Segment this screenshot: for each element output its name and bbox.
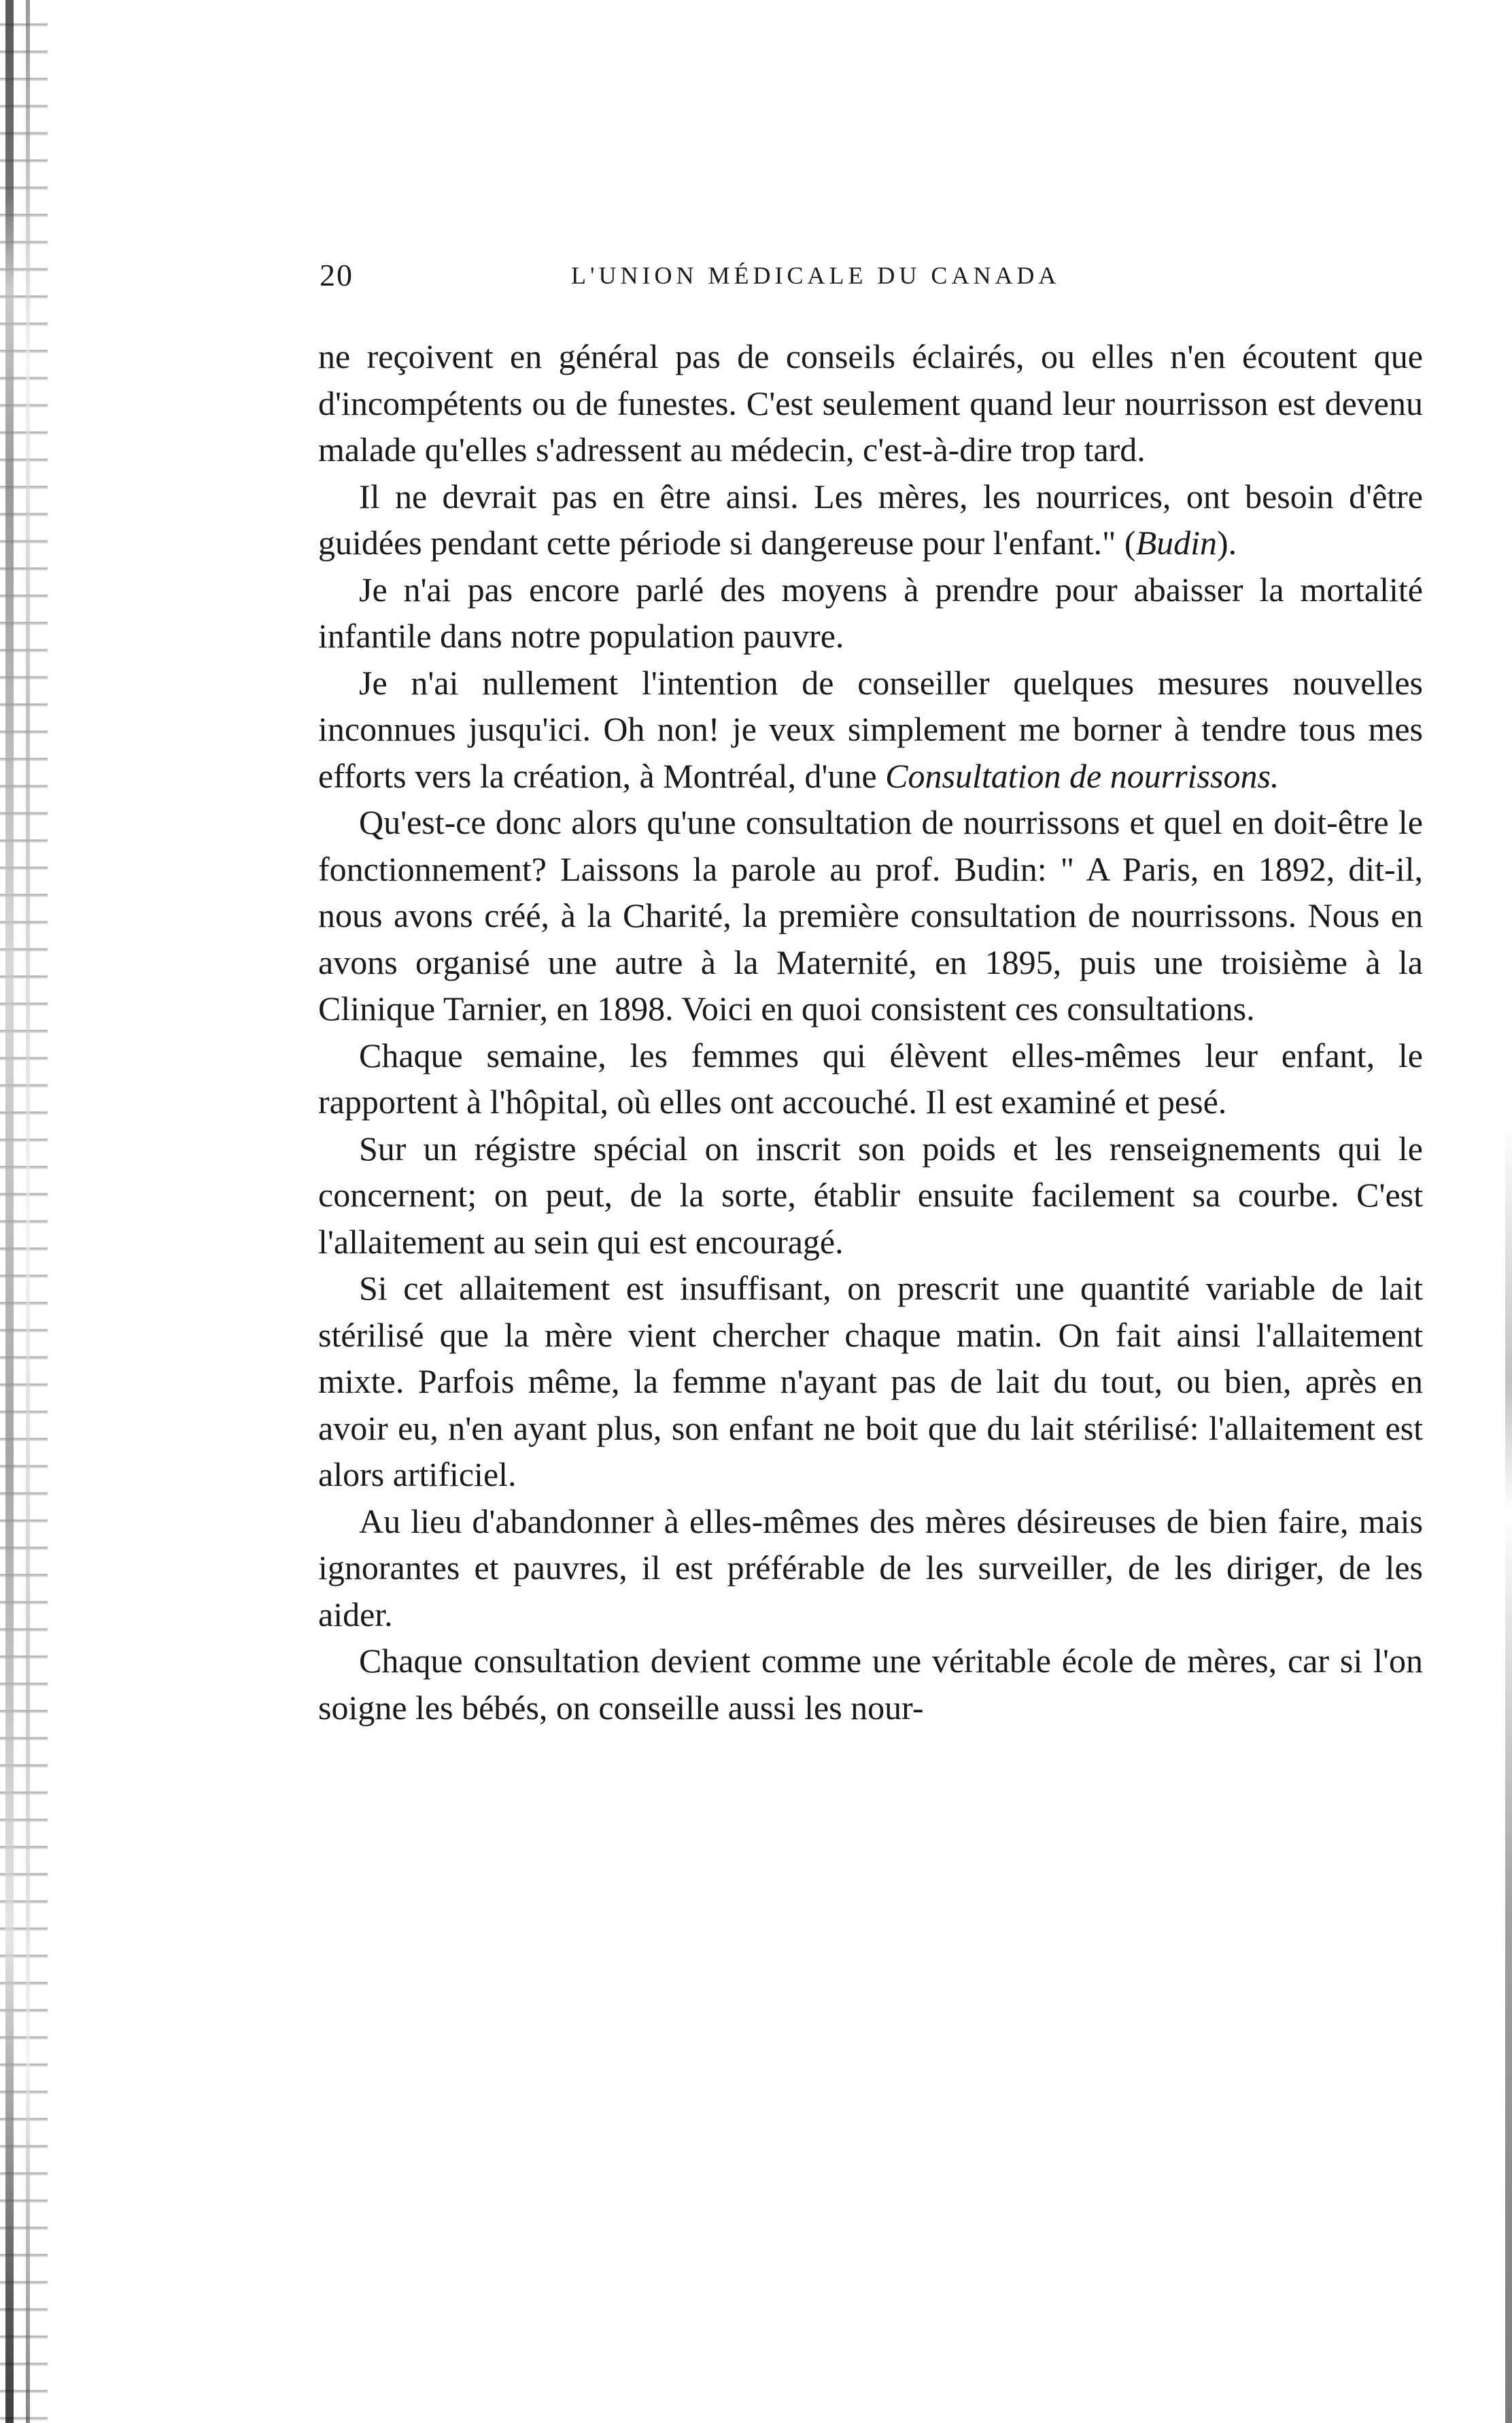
page-edge xyxy=(1505,1122,1512,2423)
paragraph xyxy=(318,1498,1423,1638)
paragraph xyxy=(318,799,1423,1032)
binding-edge xyxy=(0,0,48,2423)
page-number: 20 xyxy=(320,258,354,292)
paragraph-text: Je n'ai pas encore parlé des moyens à prendre pour abaisser la mortalité infantile dans notre population pauvre. xyxy=(318,570,1423,655)
paragraph-text: Chaque semaine, les femmes qui élèvent elles-mêmes leur enfant, le rapportent à l'hôpital, où elles ont accouché. Il est examiné et pesé. xyxy=(318,1036,1423,1121)
paragraph xyxy=(318,1125,1423,1266)
paragraph-text: Si cet allaitement est insuffisant, on prescrit une quantité variable de lait stérilisé que la mère vient chercher chaque matin. On fait ainsi l'allaitement mixte. Parfois même, la femme n'ayant pas de lait du tout, ou bien, après en avoir eu, n'en ayant plus, son enfant ne boit que du lait stérilisé: l'allaitement est alors artificiel. xyxy=(318,1269,1423,1493)
paragraph-text: Je n'ai nullement l'intention de conseiller quelques mesures nouvelles inconnues jusqu'ici. Oh non! je veux simplement me borner à tendre tous mes efforts vers la création, à Montréal, d'une xyxy=(318,663,1423,795)
italic-text: Consultation de nourrissons. xyxy=(885,756,1279,795)
paragraph xyxy=(318,473,1423,566)
page-header xyxy=(320,257,1169,298)
paragraph-text: Au lieu d'abandonner à elles-mêmes des mères désireuses de bien faire, mais ignorantes et pauvres, il est préférable de les surveiller, de les diriger, de les aider. xyxy=(318,1502,1423,1633)
paragraph-text: Il ne devrait pas en être ainsi. Les mères, les nourrices, ont besoin d'être guidées pendant cette période si dangereuse pour l'enfant." ( xyxy=(318,477,1423,562)
running-head: L'UNION MÉDICALE DU CANADA xyxy=(571,262,1061,289)
binding-shadow xyxy=(26,0,30,2423)
paragraph xyxy=(318,333,1423,473)
paragraph xyxy=(318,660,1423,800)
paragraph-text: Sur un régistre spécial on inscrit son poids et les renseignements qui le concernent; on peut, de la sorte, établir ensuite facilement sa courbe. C'est l'allaitement au sein qui est encouragé. xyxy=(318,1129,1423,1261)
paragraph-text: Qu'est-ce donc alors qu'une consultation de nourrissons et quel en doit-être le fonctionnement? Laissons la parole au prof. Budin: " A Paris, en 1892, dit-il, nous avons créé, à la Charité, la première consultation de nourrissons. Nous en avons organisé une autre à la Maternité, en 1895, puis une troisième à la Clinique Tarnier, en 1898. Voici en quoi consistent ces consultations. xyxy=(318,803,1423,1028)
italic-text: Budin xyxy=(1135,524,1218,562)
paragraph-text: ne reçoivent en général pas de conseils éclairés, ou elles n'en écoutent que d'incompétents ou de funestes. C'est seulement quand leur nourrisson est devenu malade qu'elles s'adressent au médecin, c'est-à-dire trop tard. xyxy=(318,337,1423,469)
paragraph xyxy=(318,1638,1423,1731)
paragraph xyxy=(318,566,1423,660)
paragraph-text: Chaque consultation devient comme une véritable école de mères, car si l'on soigne les bébés, on conseille aussi les nour- xyxy=(318,1642,1423,1727)
body-text xyxy=(318,333,1423,1731)
paragraph xyxy=(318,1265,1423,1498)
paragraph-text: ). xyxy=(1217,524,1237,562)
binding-shadow xyxy=(5,0,14,2423)
paragraph xyxy=(318,1032,1423,1125)
